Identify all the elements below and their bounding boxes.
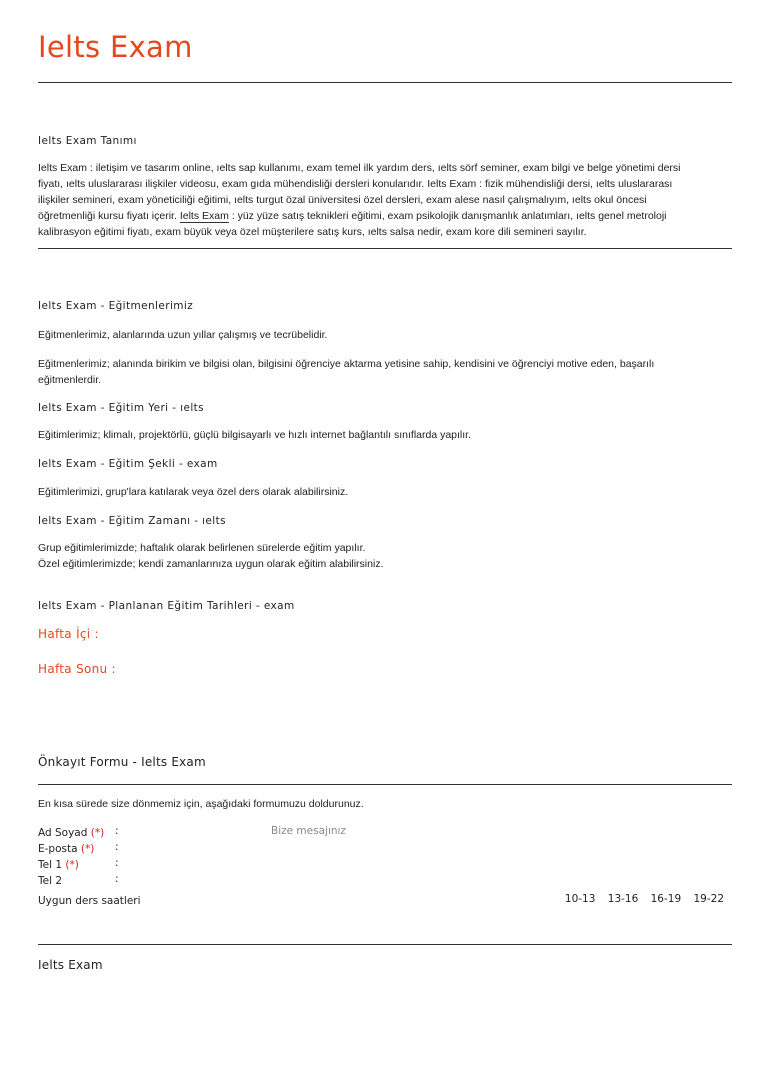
divider	[38, 784, 732, 785]
hafta-sonu-label: Hafta Sonu :	[38, 662, 116, 676]
divider	[38, 944, 732, 945]
form-intro: En kısa sürede size dönmemiz için, aşağıdaki formumuzu doldurunuz.	[38, 798, 364, 810]
field-tel2[interactable]: Tel 2	[38, 875, 63, 887]
hour-slot-checkbox[interactable]: 16-19	[650, 893, 682, 905]
hour-slot-checkbox[interactable]: 13-16	[607, 893, 639, 905]
egitmen-paragraph-1: Eğitmenlerimiz, alanlarında uzun yıllar çalışmış ve tecrübelidir.	[38, 329, 328, 341]
footer-title: Ielts Exam	[38, 958, 103, 972]
field-eposta[interactable]: E-posta (*)	[38, 843, 95, 855]
ielts-exam-link[interactable]: Ielts Exam	[179, 210, 229, 222]
section-heading-yer: Ielts Exam - Eğitim Yeri - ıelts	[38, 402, 205, 414]
hour-slot-checkbox[interactable]: 10-13	[564, 893, 596, 905]
field-tel1[interactable]: Tel 1 (*)	[38, 859, 79, 871]
para-line: ilişkiler semineri, exam yöneticiliği eğitimi, ıelts turgut özal üniversitesi özel dersleri, exam alese nasıl çalışmalıyım, ıelts okul öncesi	[38, 194, 647, 206]
section-heading-zaman: Ielts Exam - Eğitim Zamanı - ıelts	[38, 515, 226, 527]
divider	[38, 82, 732, 83]
hours-label: Uygun ders saatleri	[38, 895, 141, 907]
page-title: Ielts Exam	[38, 30, 193, 64]
field-ad-soyad[interactable]: Ad Soyad (*)	[38, 827, 105, 839]
description-paragraph	[38, 160, 732, 240]
form-heading: Önkayıt Formu - Ielts Exam	[38, 755, 206, 769]
section-heading-plan: Ielts Exam - Planlanan Eğitim Tarihleri - exam	[38, 600, 295, 612]
yer-paragraph: Eğitimlerimiz; klimalı, projektörlü, güçlü bilgisayarlı ve hızlı internet bağlantılı sınıflarda yapılır.	[38, 429, 472, 441]
zaman-paragraph: Grup eğitimlerimizde; haftalık olarak belirlenen sürelerde eğitim yapılır. Özel eğitimlerimizde; kendi zamanlarınıza uygun olarak eğitim alabilirsiniz.	[38, 542, 384, 570]
section-heading-sekil: Ielts Exam - Eğitim Şekli - exam	[38, 458, 218, 470]
section-heading-tanim: Ielts Exam Tanımı	[38, 135, 137, 147]
hour-slot-checkbox[interactable]: 19-22	[693, 893, 724, 905]
divider	[38, 248, 732, 249]
para-line: öğretmenliği kursu fiyatı içerir. Ielts Exam : yüz yüze satış teknikleri eğitimi, exam psikolojik danışmanlık anlatımları, ıelts genel metroloji	[38, 210, 667, 222]
para-line: kalibrasyon eğitimi fiyatı, exam büyük veya özel müşterilere satış kurs, ıelts salsa nedir, exam kore dili semineri sayılır.	[38, 226, 587, 238]
hafta-ici-label: Hafta İçi :	[38, 627, 99, 641]
egitmen-paragraph-2: Eğitmenlerimiz; alanında birikim ve bilgisi olan, bilgisini öğrenciye aktarma yetisine sahip, kendisini ve öğrenciyi motive eden, başarılı eğitmenlerdir.	[38, 358, 655, 386]
sekil-paragraph: Eğitimlerimizi, grup'lara katılarak veya özel ders olarak alabilirsiniz.	[38, 486, 349, 498]
hour-slots	[556, 893, 724, 905]
para-line: fiyatı, ıelts uluslararası ilişkiler videosu, exam gıda mühendisliği dersleri konularıdır. Ielts Exam : fizik mühendisliği dersi, ıelts uluslararası	[38, 178, 673, 190]
section-heading-egitmenler: Ielts Exam - Eğitmenlerimiz	[38, 300, 194, 312]
message-textarea[interactable]: Bize mesajınız	[271, 825, 346, 837]
para-line: Ielts Exam : iletişim ve tasarım online, ıelts sap kullanımı, exam temel ilk yardım ders, ıelts sörf seminer, exam bilgi ve belge yönetimi dersi	[38, 162, 681, 174]
